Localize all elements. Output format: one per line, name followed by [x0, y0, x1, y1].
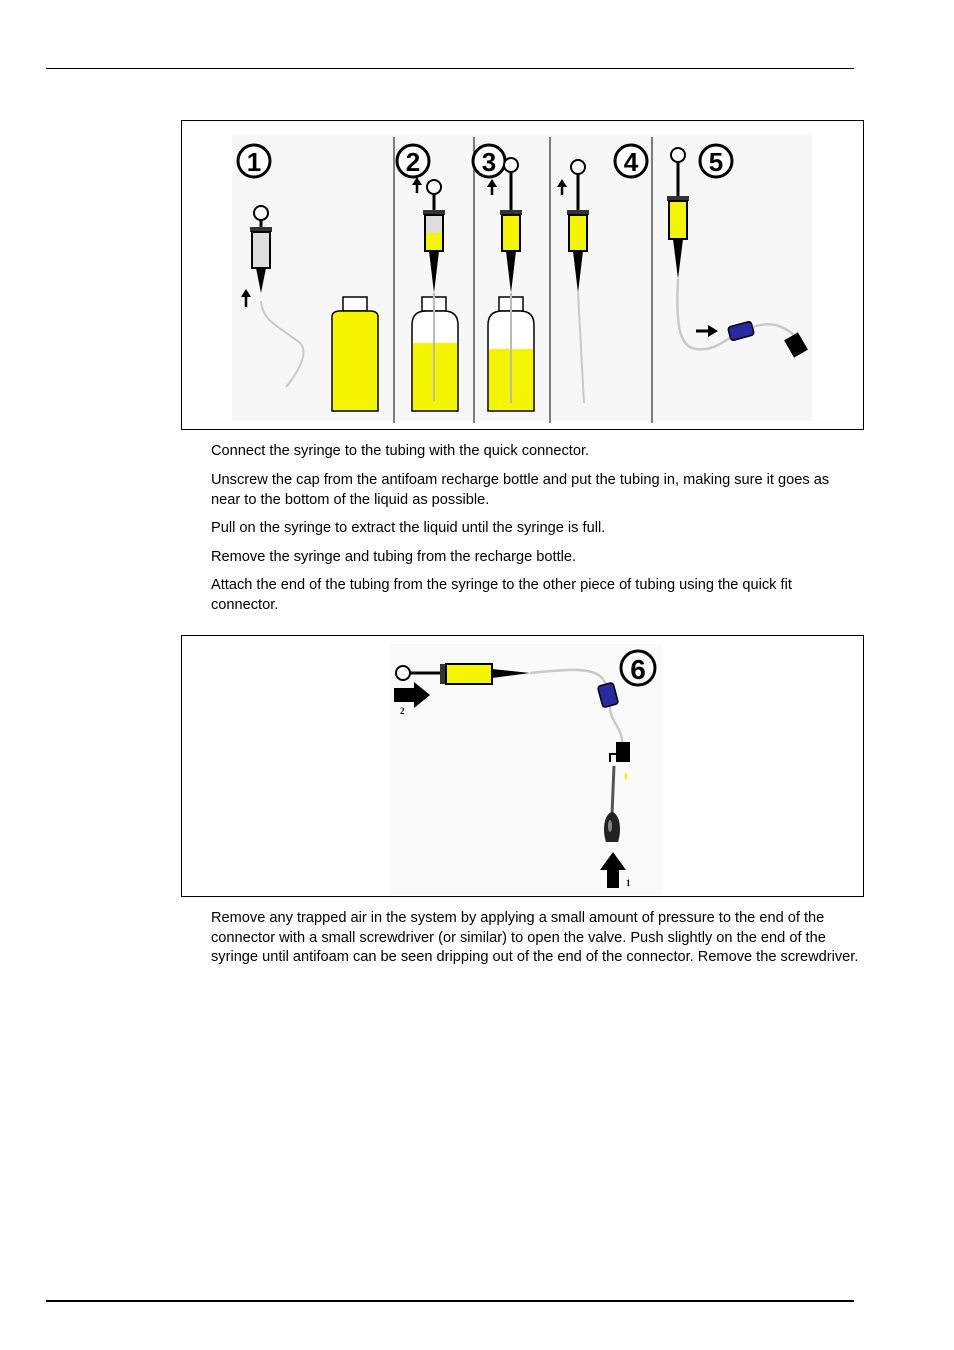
- svg-text:1: 1: [626, 878, 631, 888]
- instruction-step-2: Unscrew the cap from the antifoam recharge bottle and put the tubing in, making sure it goes as near to the bottom of the liquid as possible.: [211, 472, 830, 508]
- instruction-step-4: Remove the syringe and tubing from the recharge bottle.: [211, 549, 577, 565]
- instruction-step-6: Remove any trapped air in the system by applying a small amount of pressure to the end of the connector with a small screwdriver (or similar) to open the valve. Push slightly on the end of the syringe until antifoam can be seen dripping out of the end of the connector. Remove the screwdriver.: [211, 910, 859, 966]
- step-5-number: [700, 145, 732, 177]
- step-6-illustration: [181, 635, 864, 897]
- instruction-step-3: Pull on the syringe to extract the liquid until the syringe is full.: [211, 520, 606, 536]
- svg-text:3: 3: [481, 147, 497, 177]
- footer-rule: [46, 1300, 854, 1302]
- instruction-step-1: Connect the syringe to the tubing with the quick connector.: [211, 443, 590, 459]
- step-1-number: [238, 145, 270, 177]
- step-4-number: [615, 145, 647, 177]
- instruction-step-5: Attach the end of the tubing from the syringe to the other piece of tubing using the quick fit connector.: [211, 577, 792, 613]
- svg-text:1: 1: [246, 147, 262, 177]
- steps-1-5-illustration: [181, 120, 864, 430]
- antifoam-bottle-icon: [332, 297, 378, 411]
- svg-text:2: 2: [405, 147, 421, 177]
- step-2-number: [397, 145, 429, 177]
- header-rule: [46, 68, 854, 69]
- svg-text:2: 2: [400, 706, 405, 716]
- svg-text:6: 6: [630, 654, 646, 685]
- svg-text:4: 4: [623, 147, 639, 177]
- step-3-number: [473, 145, 505, 177]
- svg-text:5: 5: [708, 147, 724, 177]
- step-6-number: [621, 651, 655, 685]
